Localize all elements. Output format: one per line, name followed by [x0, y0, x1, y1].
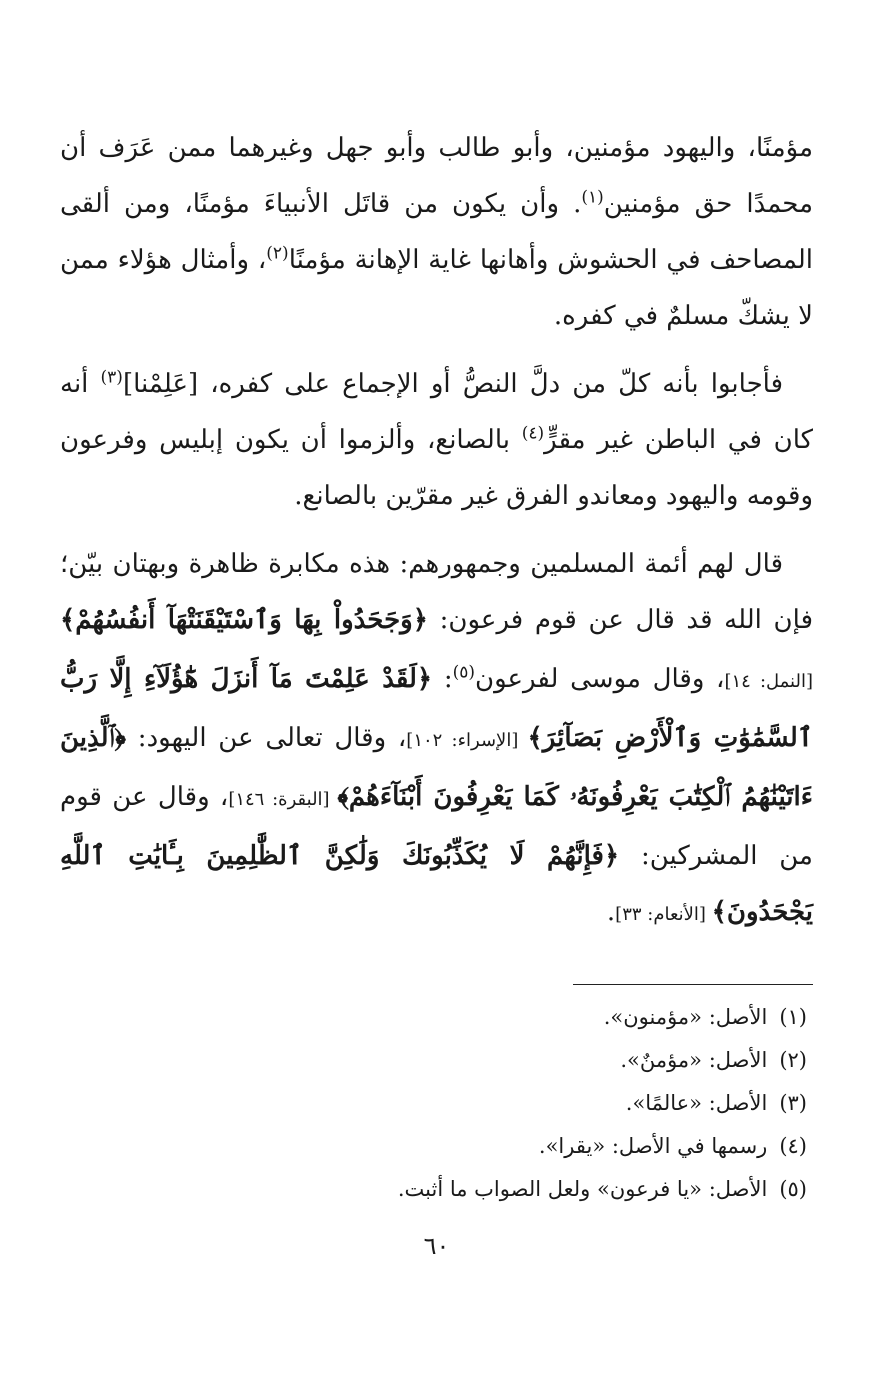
- footnote-number: (٥): [779, 1177, 807, 1201]
- quran-verse: ﴿ٱلَّذِينَ ءَاتَيْنَٰهُمُ ٱلْكِتَٰبَ يَعْرِفُونَهُۥ كَمَا يَعْرِفُونَ أَبْنَآءَهُمْ﴾: [60, 723, 813, 812]
- quran-verse: ﴿لَقَدْ عَلِمْتَ مَآ أَنزَلَ هَٰٓؤُلَآءِ إِلَّا رَبُّ ٱلسَّمَٰوَٰتِ وَٱلْأَرْضِ بَصَآئِرَ﴾: [60, 664, 814, 753]
- main-text: [60, 120, 813, 955]
- text-segment: :: [432, 664, 453, 694]
- paragraph-2: [60, 356, 813, 524]
- quran-verse: ﴿وَجَحَدُواْ بِهَا وَٱسْتَيْقَنَتْهَآ أَنفُسُهُمْ﴾: [60, 605, 428, 635]
- footnote-marker: (٣): [100, 367, 123, 388]
- footnote-separator: [573, 984, 813, 985]
- footnote-item: [60, 1039, 807, 1082]
- text-segment: ، وقال موسى لفرعون: [475, 664, 725, 694]
- text-segment: فأجابوا بأنه كلّ من دلَّ النصُّ أو الإجماع على كفره، [عَلِمْنا]: [122, 369, 783, 399]
- text-segment: ، وقال تعالى عن اليهود:: [126, 723, 407, 753]
- footnotes-list: [60, 996, 807, 1211]
- footnote-number: (٣): [779, 1091, 807, 1115]
- footnote-item: [60, 1125, 807, 1168]
- footnote-text: رسمها في الأصل: «يقرا».: [538, 1134, 768, 1158]
- quran-verse: ﴿فَإِنَّهُمْ لَا يُكَذِّبُونَكَ وَلَٰكِنَّ ٱلظَّٰلِمِينَ بِـَٔايَٰتِ ٱللَّهِ يَجْحَدُونَ﴾: [60, 841, 813, 927]
- footnote-marker: (٥): [452, 662, 475, 683]
- paragraph-3: [60, 536, 813, 943]
- verse-reference: [الأنعام: ٣٣]: [615, 904, 712, 925]
- footnote-item: [60, 1082, 807, 1125]
- footnote-item: [60, 1168, 807, 1211]
- text-segment: ، وأمثال هؤلاء ممن لا يشكّ مسلمٌ في كفره.: [60, 245, 813, 331]
- footnote-number: (٢): [779, 1048, 807, 1072]
- page-number: ٦٠: [423, 1232, 450, 1260]
- text-segment: قال لهم أئمة المسلمين وجمهورهم: هذه مكابرة ظاهرة وبهتان بيّن؛ فإن الله قد قال عن قوم فرعون:: [60, 549, 813, 635]
- paragraph-1: [60, 120, 813, 344]
- text-segment: أنه كان في الباطن غير مقرٍّ: [60, 369, 813, 455]
- text-segment: .: [606, 897, 616, 927]
- footnote-text: الأصل: «يا فرعون» ولعل الصواب ما أثبت.: [397, 1177, 768, 1201]
- footnote-marker: (٤): [521, 423, 545, 444]
- text-segment: . وأن يكون من قاتَل الأنبياءَ مؤمنًا، ومن ألقى المصاحف في الحشوش وأهانها غاية الإهانة مؤمنًا: [60, 189, 813, 275]
- verse-reference: [البقرة: ١٤٦]: [228, 789, 338, 810]
- text-segment: ، وقال عن قوم من المشركين:: [60, 782, 813, 871]
- footnote-number: (٤): [779, 1134, 807, 1158]
- footnote-item: [60, 996, 807, 1039]
- footnote-marker: (٢): [266, 243, 289, 264]
- text-segment: مؤمنًا، واليهود مؤمنين، وأبو طالب وأبو جهل وغيرهما ممن عَرَف أن محمدًا حق مؤمنين: [60, 133, 814, 219]
- footnote-text: الأصل: «مؤمنٌ».: [620, 1048, 768, 1072]
- verse-reference: [النمل: ١٤]: [724, 671, 813, 692]
- footnote-number: (١): [779, 1005, 807, 1029]
- footnote-text: الأصل: «عالمًا».: [625, 1091, 768, 1115]
- verse-reference: [الإسراء: ١٠٢]: [406, 730, 528, 751]
- text-segment: بالصانع، وألزموا أن يكون إبليس وفرعون وقومه واليهود ومعاندو الفرق غير مقرّين بالصانع.: [60, 425, 813, 511]
- footnote-marker: (١): [581, 187, 604, 208]
- footnote-text: الأصل: «مؤمنون».: [603, 1005, 768, 1029]
